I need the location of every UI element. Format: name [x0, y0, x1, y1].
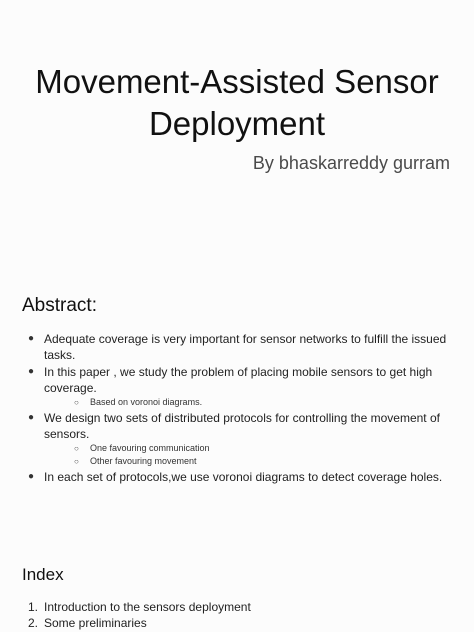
sub-list [44, 396, 452, 409]
index-item-number: 1. [28, 600, 39, 614]
list-item [22, 469, 452, 485]
index-list [22, 599, 251, 631]
list-item-text: In each set of protocols,we use voronoi diagrams to detect coverage holes. [44, 470, 443, 484]
sub-list-item [44, 455, 452, 468]
sub-list-item-text: Based on voronoi diagrams. [90, 397, 203, 407]
index-item [22, 599, 251, 615]
list-item [22, 331, 452, 363]
sub-list [44, 442, 452, 468]
sub-list-item [44, 442, 452, 455]
list-item-text: In this paper , we study the problem of placing mobile sensors to get high coverage. [44, 365, 433, 395]
index-heading: Index [22, 565, 64, 584]
list-item [22, 410, 452, 468]
hollow-bullet-icon: ○ [74, 398, 79, 407]
sub-list-item-text: Other favouring movement [90, 456, 197, 466]
abstract-list [22, 331, 452, 486]
abstract-heading: Abstract: [22, 295, 97, 316]
document-title [0, 61, 474, 145]
index-item [22, 615, 251, 631]
author-byline: By bhaskarreddy gurram [252, 153, 450, 173]
bullet-icon: ● [28, 471, 35, 482]
index-item-text: Some preliminaries [44, 616, 147, 630]
list-item [22, 364, 452, 409]
list-item-text: Adequate coverage is very important for sensor networks to fulfill the issued tasks. [44, 332, 447, 362]
sub-list-item [44, 396, 452, 409]
bullet-icon: ● [28, 333, 35, 344]
title-line-2: Deployment [148, 105, 326, 142]
index-item-number: 2. [28, 616, 39, 630]
bullet-icon: ● [28, 366, 35, 377]
index-item-text: Introduction to the sensors deployment [44, 600, 251, 614]
sub-list-item-text: One favouring communication [90, 443, 210, 453]
title-line-1: Movement-Assisted Sensor [35, 63, 439, 100]
hollow-bullet-icon: ○ [74, 444, 79, 453]
list-item-text: We design two sets of distributed protocols for controlling the movement of sensors. [44, 411, 440, 441]
hollow-bullet-icon: ○ [74, 457, 79, 466]
bullet-icon: ● [28, 412, 35, 423]
